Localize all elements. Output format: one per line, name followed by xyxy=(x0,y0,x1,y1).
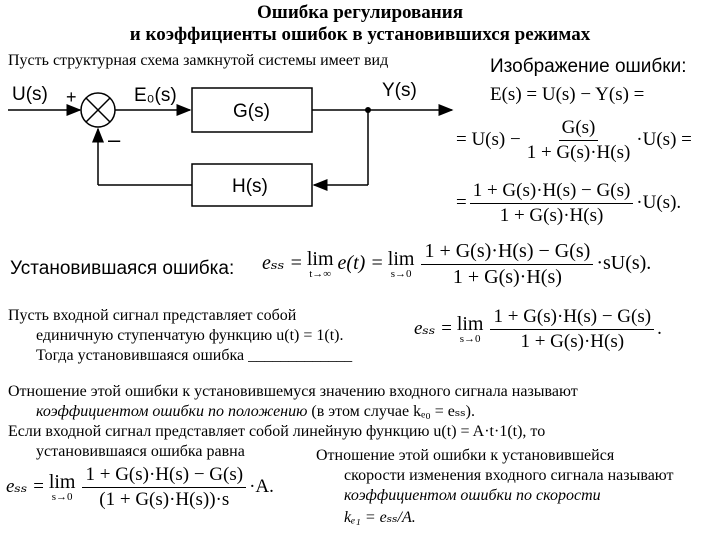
intro-text: Пусть структурная схема замкнутой системы имеет вид xyxy=(8,52,389,69)
plus-sign: + xyxy=(66,87,77,107)
page-title-line1: Ошибка регулирования xyxy=(257,2,463,23)
forward-label: G(s) xyxy=(233,101,270,122)
position-coeff-line2: коэффициентом ошибки по положению (в этом случае kₑ₀ = eₛₛ). xyxy=(36,403,476,420)
error-image-eq2: = U(s) − $\frac{G(s)}{1 + G(s)\cdot H(s)}$ ·U(s) = xyxy=(456,117,692,163)
steady-state-formula: eₛₛ = lim t→∞ e(t) = lim s→0 $\frac{1 + G(s)\cdot H(s) - G(s)}{1 + G(s)\cdot H(s)}$ ·sU(s). xyxy=(262,240,652,288)
ramp-line2: установившаяся ошибка равна xyxy=(36,443,245,460)
position-coeff-line1: Отношение этой ошибки к установившемуся значению входного сигнала называют xyxy=(8,383,578,400)
input-label: U(s) xyxy=(12,84,48,105)
error-image-eq3: = $\frac{1 + G(s)\cdot H(s) - G(s)}{1 + G(s)\cdot H(s)}$ ·U(s). xyxy=(456,180,682,226)
step-line2: единичную ступенчатую функцию u(t) = 1(t). xyxy=(36,327,344,344)
velocity-coeff-line3: коэффициентом ошибки по скорости xyxy=(344,487,601,504)
step-formula: eₛₛ = lim s→0 $\frac{1 + G(s)\cdot H(s) - G(s)}{1 + G(s)\cdot H(s)}$ . xyxy=(414,306,662,352)
block-diagram xyxy=(0,70,470,220)
feedback-label: H(s) xyxy=(232,176,268,197)
velocity-coeff-line4: kₑ₁ = eₛₛ/A. xyxy=(344,509,416,526)
velocity-coeff-line2: скорости изменения входного сигнала называют xyxy=(344,467,674,484)
velocity-coeff-line1: Отношение этой ошибки к установившейся xyxy=(316,447,615,464)
summing-junction xyxy=(81,93,115,127)
output-label: Y(s) xyxy=(382,80,417,101)
error-label: E₀(s) xyxy=(134,85,177,106)
ramp-formula: eₛₛ = lim s→0 $\frac{1 + G(s)\cdot H(s) - G(s)}{(1 + G(s)\cdot H(s))\cdot s}$ ·A. xyxy=(6,464,274,510)
minus-sign: – xyxy=(108,127,121,152)
error-image-header: Изображение ошибки: xyxy=(490,56,687,77)
ramp-line1: Если входной сигнал представляет собой линейную функцию u(t) = A·t·1(t), то xyxy=(8,423,546,440)
page-title-line2: и коэффициенты ошибок в установившихся режимах xyxy=(129,24,591,45)
step-line3: Тогда установившаяся ошибка _____________ xyxy=(36,347,353,364)
steady-state-label: Установившаяся ошибка: xyxy=(10,258,235,279)
step-line1: Пусть входной сигнал представляет собой xyxy=(8,307,297,324)
error-image-eq1: E(s) = U(s) − Y(s) = xyxy=(490,84,645,105)
